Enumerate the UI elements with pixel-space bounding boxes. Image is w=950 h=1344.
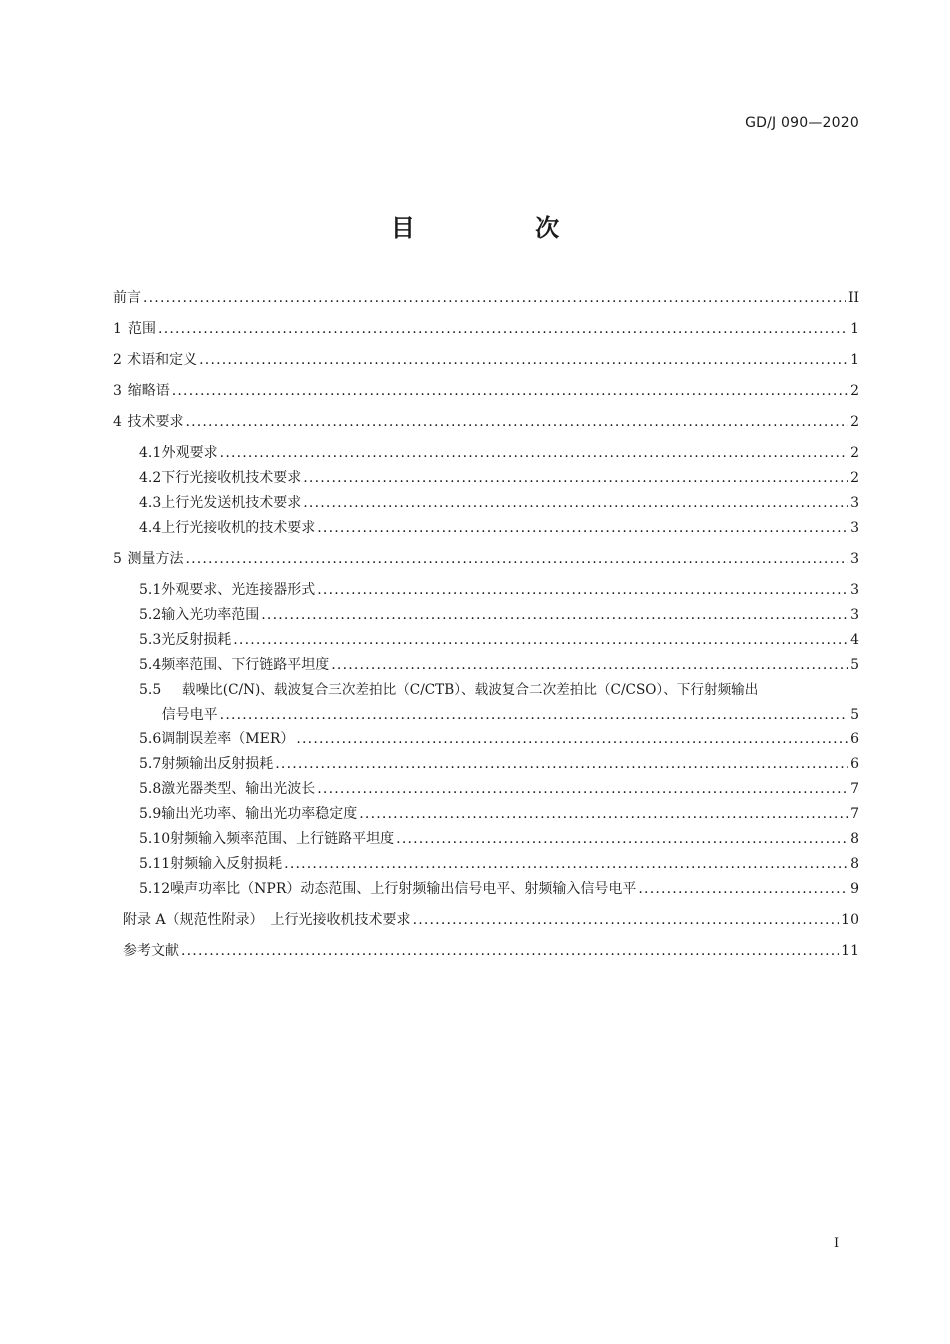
leader-dots [317,779,848,799]
toc-entry-number: 1 [113,321,122,337]
toc-entry-5-3[interactable] [139,630,859,650]
toc-entry-number: 4.1 [139,445,162,461]
leader-dots [284,854,848,874]
toc-entry-5-10[interactable] [139,829,859,849]
toc-entry-5-9[interactable] [139,804,859,824]
page-number: I [834,1236,840,1251]
toc-entry-title: 上行光发送机技术要求 [161,495,302,511]
toc-entry-5-5-line2[interactable] [139,705,859,725]
toc-entry-number: 5.11 [139,856,171,872]
toc-entry-title: 信号电平 [161,707,218,723]
toc-entry-5-2[interactable] [139,605,859,625]
toc-entry-page: 8 [850,831,859,847]
toc-entry-title: 附录 A（规范性附录） 上行光接收机技术要求 [123,912,411,928]
leader-dots [303,493,848,513]
toc-entry-page: 2 [850,470,859,486]
toc-entry-5-7[interactable] [139,754,859,774]
toc-entry-5-6[interactable] [139,729,859,749]
toc-entry-page: 10 [841,912,859,928]
toc-entry-page: 3 [850,495,859,511]
toc-entry-title: 术语和定义 [127,352,198,368]
toc-entry-3[interactable] [113,381,859,401]
toc-entry-number: 5.12 [139,881,171,897]
toc-entry-title: 外观要求、光连接器形式 [161,582,316,598]
toc-entry-5-11[interactable] [139,854,859,874]
leader-dots [220,443,848,463]
toc-entry-title: 频率范围、下行链路平坦度 [161,657,330,673]
toc-entry-number: 2 [113,352,122,368]
leader-dots [158,319,848,339]
toc-entry-number: 5.3 [139,632,162,648]
leader-dots [396,829,848,849]
toc-entry-title: 输出光功率、输出光功率稳定度 [161,806,358,822]
toc-entry-page: 3 [850,520,859,536]
toc-entry-4[interactable] [113,412,859,432]
toc-entry-page: 7 [850,781,859,797]
toc-entry-page: 1 [850,352,859,368]
leader-dots [331,655,848,675]
toc-entry-5-5-line1[interactable] [139,680,859,700]
leader-dots [275,754,848,774]
toc-entry-title: 参考文献 [123,943,179,959]
toc-entry-title: 缩略语 [127,383,170,399]
toc-entry-appendix-a[interactable] [123,910,859,930]
toc-entry-page: 3 [850,582,859,598]
toc-entry-page: 2 [850,445,859,461]
toc-entry-number: 4.3 [139,495,162,511]
toc-entry-number: 5.4 [139,657,162,673]
toc-entry-5[interactable] [113,549,859,569]
toc-entry-number: 5.7 [139,756,162,772]
toc-entry-title: 输入光功率范围 [161,607,260,623]
leader-dots [303,468,848,488]
toc-entry-page: 3 [850,607,859,623]
leader-dots [261,605,848,625]
toc-entry-number: 3 [113,383,122,399]
toc-entry-number: 4 [113,414,122,430]
toc-entry-title: 激光器类型、输出光波长 [161,781,316,797]
toc-entry-number: 5.9 [139,806,162,822]
toc-entry-number: 5.5 [139,682,162,698]
toc-entry-1[interactable] [113,319,859,339]
toc-entry-title: 射频输入频率范围、上行链路平坦度 [170,831,395,847]
toc-entry-page: 4 [850,632,859,648]
document-code: GD/J 090—2020 [745,115,859,131]
leader-dots [638,879,848,899]
toc-entry-foreword[interactable] [113,288,859,308]
toc-entry-4-2[interactable] [139,468,859,488]
leader-dots [220,705,848,725]
toc-entry-page: 2 [850,383,859,399]
toc-entry-2[interactable] [113,350,859,370]
toc-entry-number: 4.4 [139,520,162,536]
toc-entry-title: 调制误差率（MER） [161,731,295,747]
leader-dots [199,350,848,370]
toc-entry-page: 2 [850,414,859,430]
leader-dots [413,910,840,930]
toc-entry-page: 3 [850,551,859,567]
leader-dots [185,549,848,569]
toc-entry-page: 7 [850,806,859,822]
toc-entry-number: 5.1 [139,582,162,598]
toc-entry-page: 9 [850,881,859,897]
toc-entry-page: 11 [841,943,859,959]
toc-entry-page: 5 [850,707,859,723]
toc-entry-title: 前言 [113,290,141,306]
leader-dots [359,804,848,824]
toc-entry-5-1[interactable] [139,580,859,600]
toc-entry-title: 射频输入反射损耗 [170,856,283,872]
toc-entry-title: 下行光接收机技术要求 [161,470,302,486]
toc-entry-page: 6 [850,756,859,772]
toc-entry-page: 5 [850,657,859,673]
toc-entry-title: 技术要求 [127,414,184,430]
toc-entry-page: 8 [850,856,859,872]
toc-entry-4-4[interactable] [139,518,859,538]
toc-entry-number: 5.10 [139,831,171,847]
toc-entry-title: 噪声功率比（NPR）动态范围、上行射频输出信号电平、射频输入信号电平 [170,881,637,897]
toc-entry-title: 上行光接收机的技术要求 [161,520,316,536]
leader-dots [185,412,848,432]
toc-entry-4-3[interactable] [139,493,859,513]
toc-entry-page: 1 [850,321,859,337]
leader-dots [233,630,848,650]
toc-entry-references[interactable] [123,941,859,961]
toc-entry-page: II [847,290,859,306]
toc-entry-number: 5 [113,551,122,567]
toc-entry-title: 范围 [128,321,157,337]
toc-entry-title: 光反射损耗 [161,632,232,648]
leader-dots [181,941,839,961]
toc-entry-title: 载噪比(C/N)、载波复合三次差拍比（C/CTB）、载波复合二次差拍比（C/CSO）、下行射频输出 [182,682,759,698]
toc-entry-number: 5.2 [139,607,162,623]
toc-entry-title: 测量方法 [127,551,184,567]
page-title: 目 次 [390,214,616,242]
toc-entry-4-1[interactable] [139,443,859,463]
leader-dots [317,580,848,600]
toc-entry-number: 5.6 [139,731,162,747]
toc-entry-5-8[interactable] [139,779,859,799]
leader-dots [172,381,848,401]
toc-entry-5-4[interactable] [139,655,859,675]
toc-entry-title: 外观要求 [161,445,218,461]
toc-entry-number: 5.8 [139,781,162,797]
leader-dots [317,518,848,538]
leader-dots [143,288,846,308]
toc-entry-5-12[interactable] [139,879,859,899]
toc-entry-title: 射频输出反射损耗 [161,756,274,772]
toc-entry-number: 4.2 [139,470,162,486]
toc-entry-page: 6 [850,731,859,747]
leader-dots [296,729,848,749]
